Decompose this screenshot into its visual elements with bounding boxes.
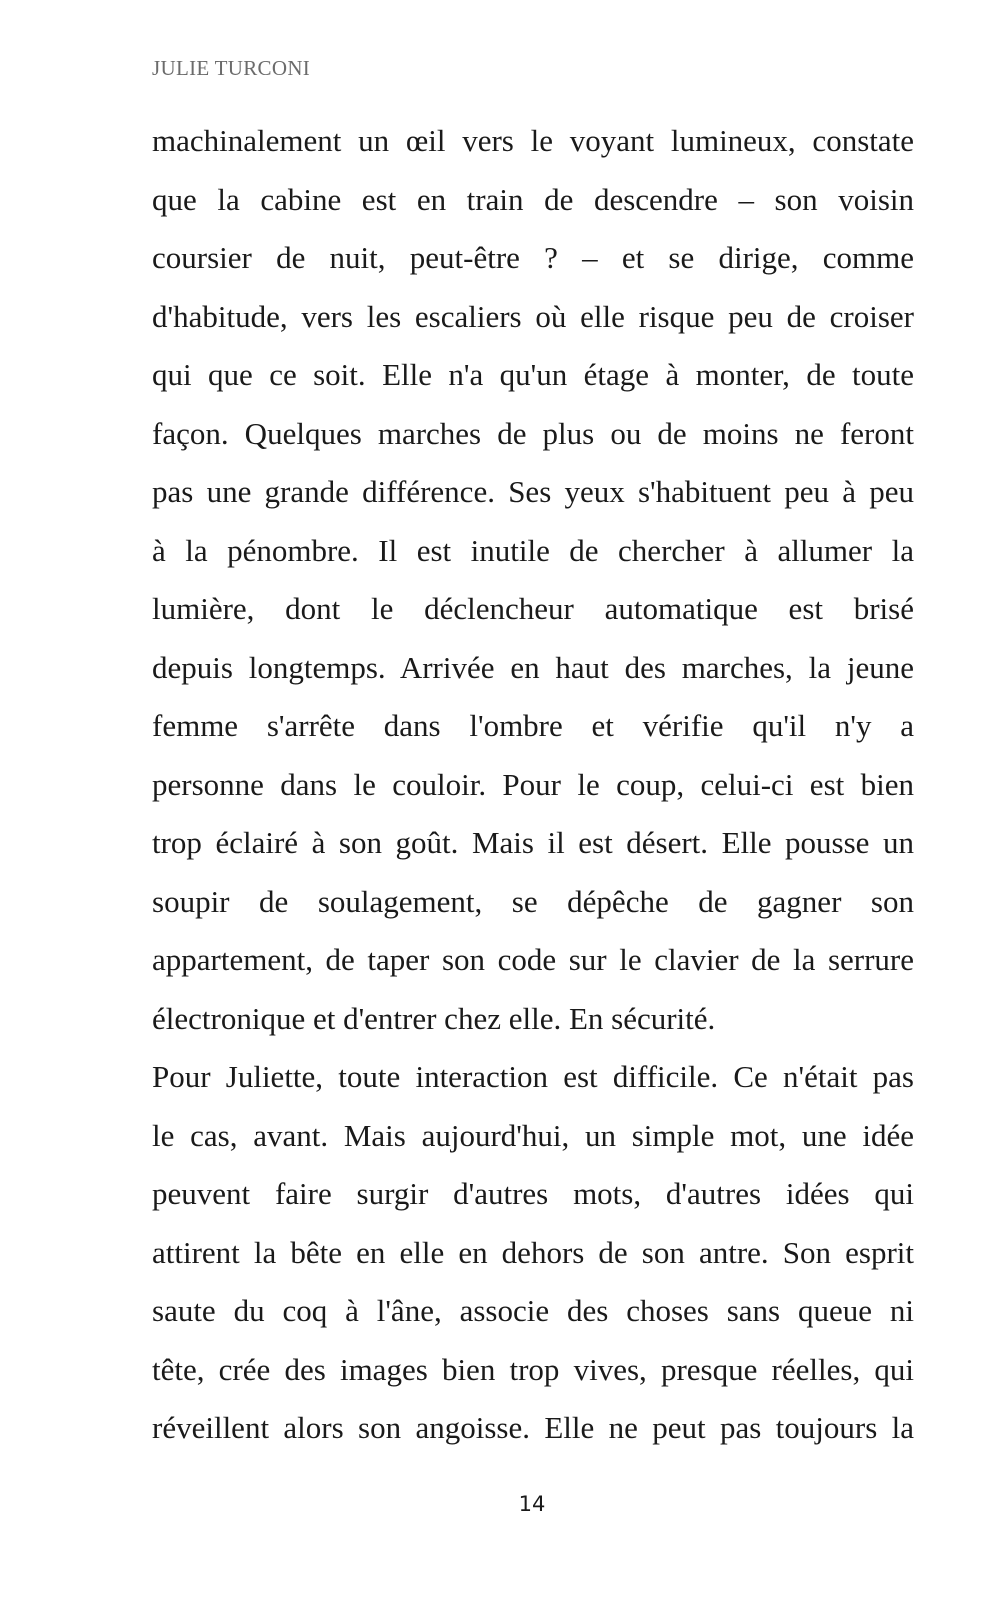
text-line: électronique et d'entrer chez elle. En sécurité. <box>152 1000 716 1036</box>
text-line: qui que ce soit. Elle n'a qu'un étage à monter, de toute <box>152 357 914 392</box>
text-line: pas une grande différence. Ses yeux s'habituent peu à peu <box>152 474 914 509</box>
text-line: que la cabine est en train de descendre – son voisin <box>152 181 914 217</box>
text-line: appartement, de taper son code sur le clavier de la serrure <box>152 942 914 977</box>
text-line: machinalement un œil vers le voyant lumineux, constate <box>152 123 914 158</box>
text-line: à la pénombre. Il est inutile de chercher à allumer la <box>152 532 914 568</box>
text-line: depuis longtemps. Arrivée en haut des marches, la jeune <box>152 649 914 685</box>
text-line: trop éclairé à son goût. Mais il est désert. Elle pousse un <box>152 825 914 860</box>
text-line: Pour Juliette, toute interaction est difficile. Ce n'était pas <box>152 1059 914 1094</box>
text-line: le cas, avant. Mais aujourd'hui, un simple mot, une idée <box>152 1117 914 1153</box>
running-header-author: JULIE TURCONI <box>152 56 311 80</box>
text-line: tête, crée des images bien trop vives, presque réelles, qui <box>152 1351 914 1387</box>
text-line: soupir de soulagement, se dépêche de gagner son <box>152 883 914 919</box>
text-line: personne dans le couloir. Pour le coup, celui-ci est bien <box>152 766 914 802</box>
text-line: façon. Quelques marches de plus ou de moins ne feront <box>152 415 914 451</box>
body-text <box>152 112 914 1458</box>
text-line: saute du coq à l'âne, associe des choses sans queue ni <box>152 1293 914 1328</box>
text-line: femme s'arrête dans l'ombre et vérifie qu'il n'y a <box>152 708 914 743</box>
text-line: réveillent alors son angoisse. Elle ne peut pas toujours la <box>152 1410 914 1445</box>
text-line: lumière, dont le déclencheur automatique est brisé <box>152 591 914 626</box>
page-number: 14 <box>518 1492 546 1516</box>
text-line: peuvent faire surgir d'autres mots, d'autres idées qui <box>152 1176 914 1211</box>
text-line: attirent la bête en elle en dehors de son antre. Son esprit <box>152 1234 914 1270</box>
text-line: d'habitude, vers les escaliers où elle risque peu de croiser <box>152 298 914 334</box>
text-line: coursier de nuit, peut-être ? – et se dirige, comme <box>152 240 914 275</box>
